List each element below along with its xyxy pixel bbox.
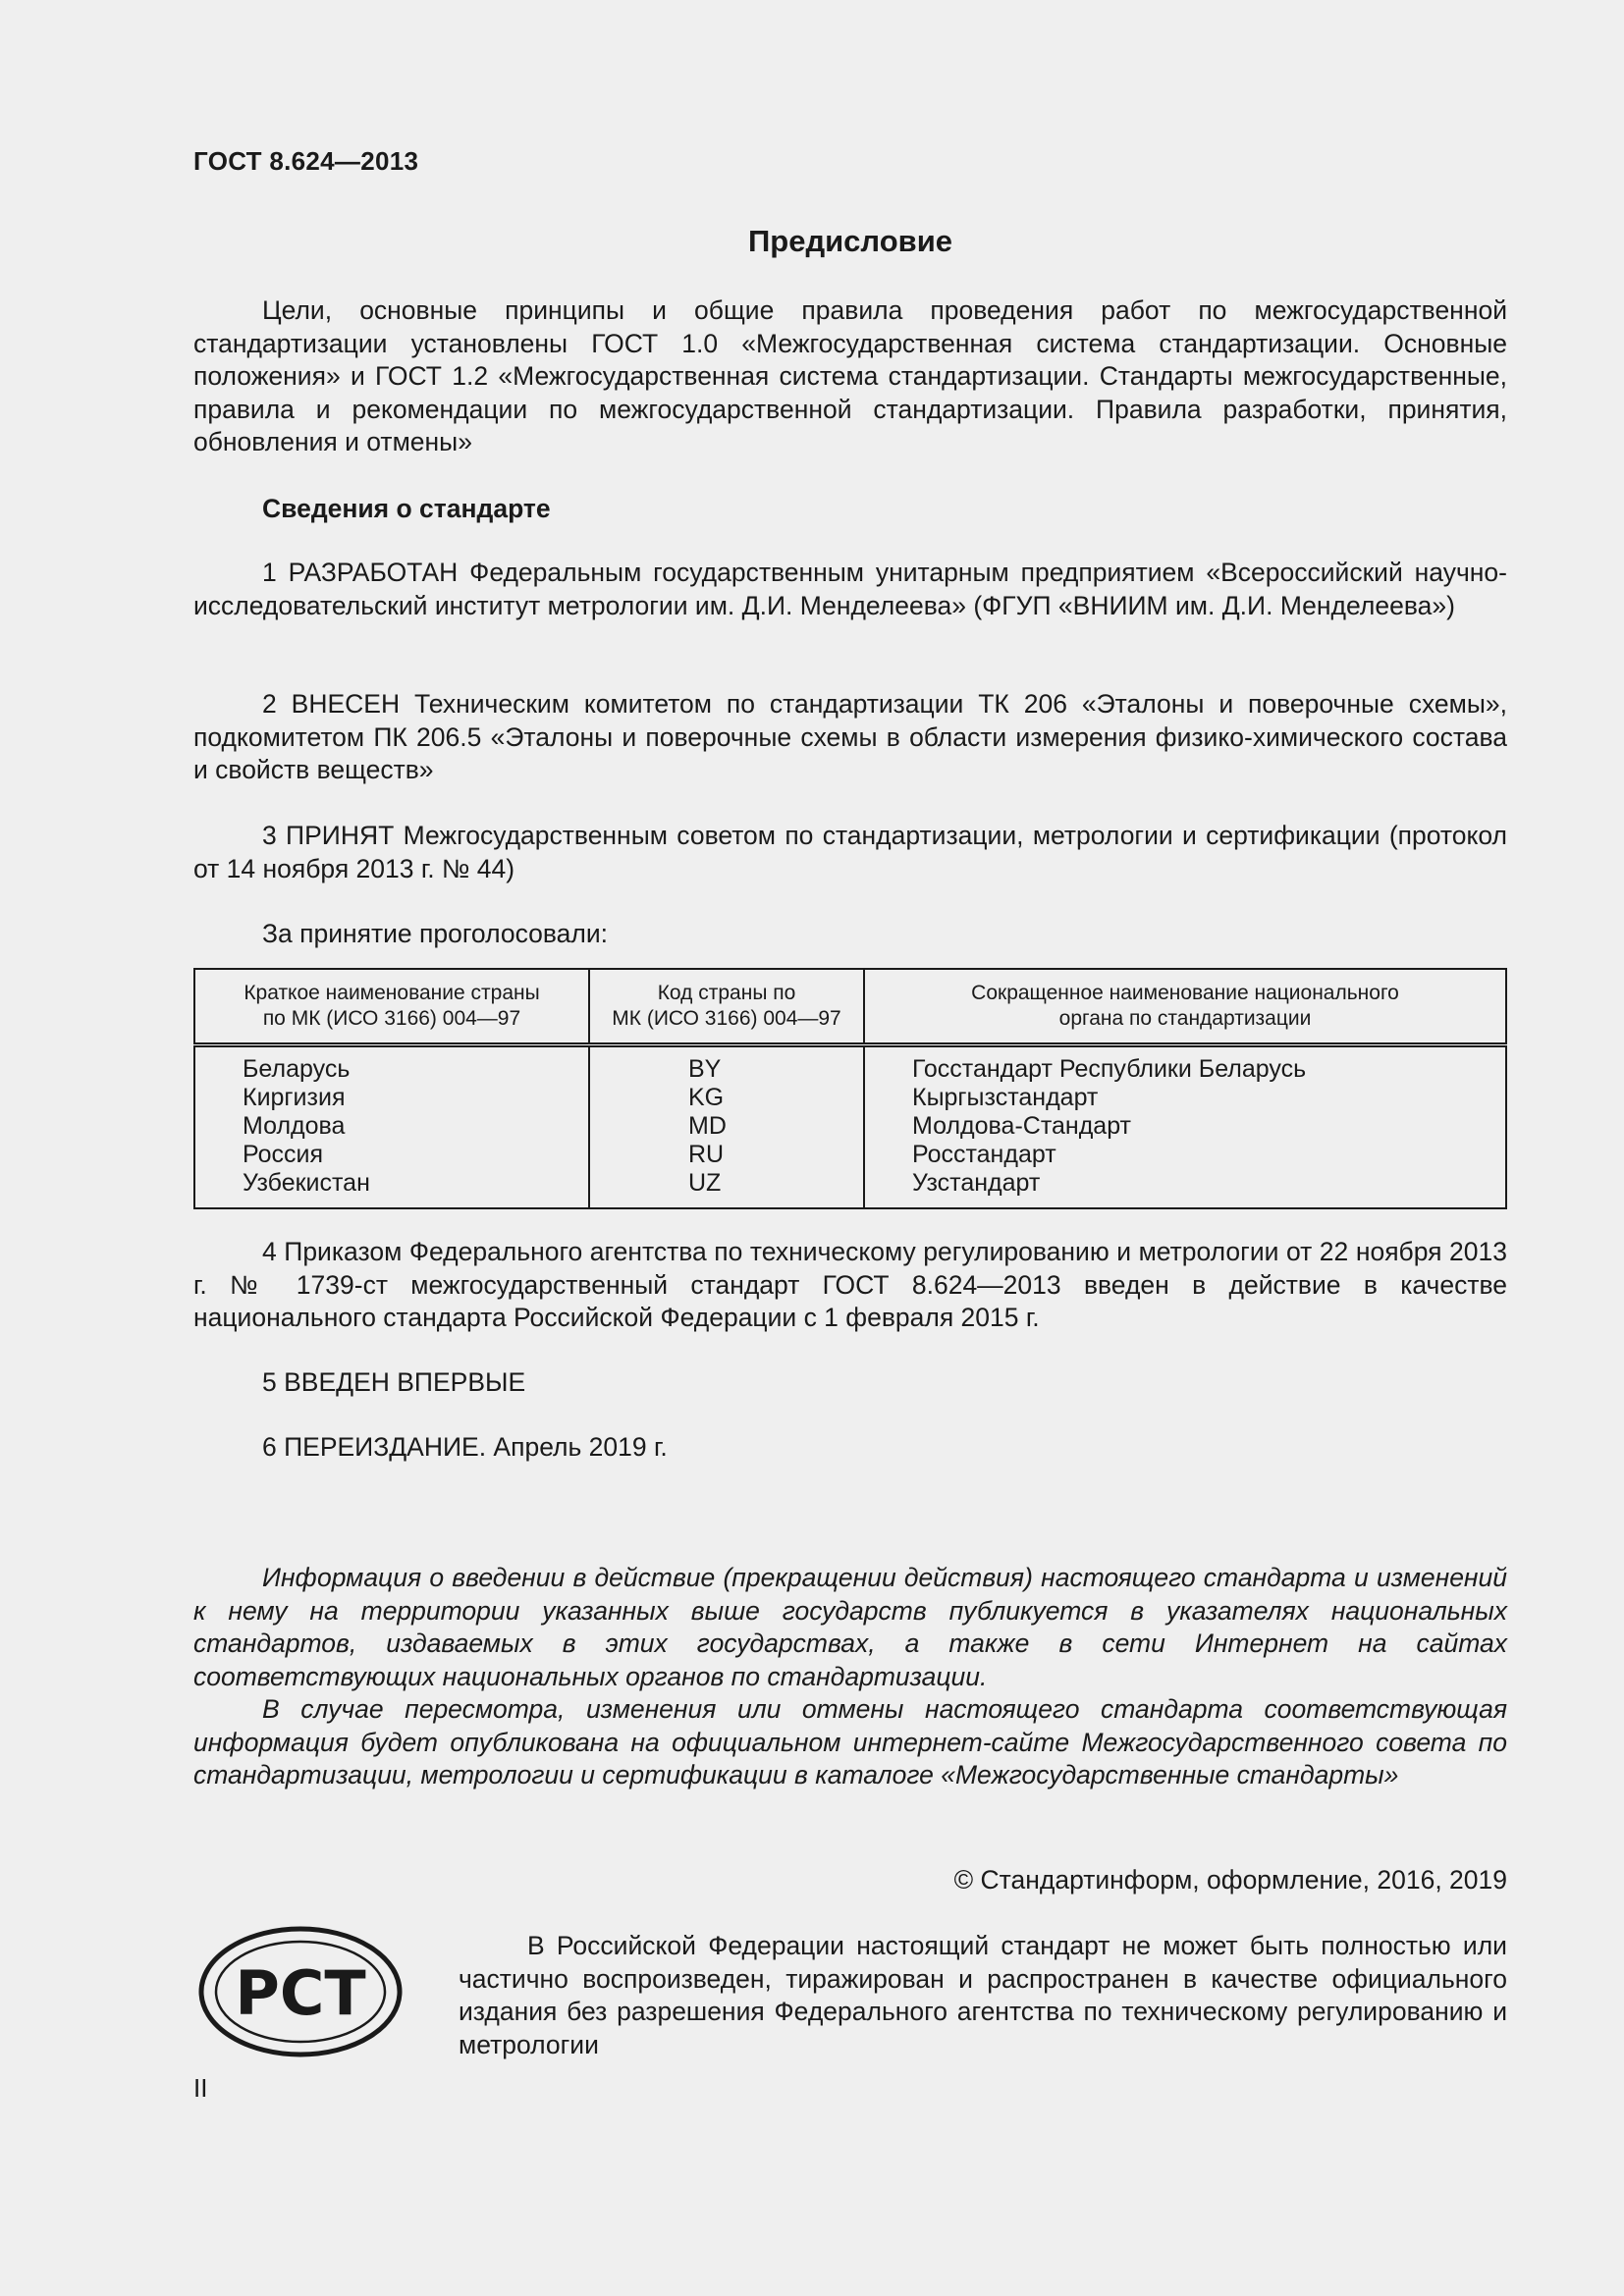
table-cell-body: Росстандарт xyxy=(912,1141,1056,1168)
table-cell-code: BY xyxy=(688,1055,722,1083)
header-standards-body: Сокращенное наименование национального органа по стандартизации xyxy=(864,969,1506,1045)
table-cell-code: KG xyxy=(688,1084,725,1111)
table-cell-code: UZ xyxy=(688,1169,722,1197)
table-cell-country: Молдова xyxy=(243,1112,346,1140)
table-cell-code: RU xyxy=(688,1141,725,1168)
item-reissue: 6 ПЕРЕИЗДАНИЕ. Апрель 2019 г. xyxy=(262,1432,668,1462)
logo-text: РСТ xyxy=(235,1957,366,2029)
table-cell-body: Узстандарт xyxy=(912,1169,1041,1197)
info-heading: Сведения о стандарте xyxy=(262,494,551,523)
intro-paragraph: Цели, основные принципы и общие правила проведения работ по межгосударственной стандартизации установлены ГОСТ 1.0 «Межгосударственная система стандартизации. Основные положения» и ГОСТ 1.2 «Межгосударственная система стандартизации. Стандарты межгосударственные, правила и рекомендации по межгосударственной стандартизации. Правила разработки, принятия, обновления и отмены» xyxy=(193,295,1507,456)
item-order: 4 Приказом Федерального агентства по техническому регулированию и метрологии от 22 ноября 2013 г. № 1739-ст межгосударственный стандарт ГОСТ 8.624—2013 введен в действие в качестве национального стандарта Российской Федерации с 1 февраля 2015 г. xyxy=(193,1237,1507,1332)
reproduction-notice: В Российской Федерации настоящий стандарт не может быть полностью или частично воспроизведен, тиражирован и распространен в качестве официального издания без разрешения Федерального агентства по техническому регулированию и метрологии xyxy=(459,1931,1507,2059)
item-developed: 1 РАЗРАБОТАН Федеральным государственным унитарным предприятием «Всероссийский научно-исследовательский институт метрологии им. Д.И. Менделеева» (ФГУП «ВНИИМ им. Д.И. Менделеева») xyxy=(193,558,1507,620)
italic-note-1: Информация о введении в действие (прекращении действия) настоящего стандарта и изменений к нему на территории указанных выше государств публикуется в указателях национальных стандартов, издаваемых в этих государствах, а также в сети Интернет на сайтах соответствующих национальных органов по стандартизации. xyxy=(193,1563,1507,1691)
table-cell-body: Госстандарт Республики Беларусь xyxy=(912,1055,1307,1083)
header-country-code: Код страны по МК (ИСО 3166) 004—97 xyxy=(589,969,864,1045)
document-number: ГОСТ 8.624—2013 xyxy=(193,146,419,176)
table-cell-country: Россия xyxy=(243,1141,323,1168)
voted-label: За принятие проголосовали: xyxy=(262,919,609,948)
item-introduced: 2 ВНЕСЕН Техническим комитетом по стандартизации ТК 206 «Эталоны и поверочные схемы», подкомитетом ПК 206.5 «Эталоны и поверочные схемы в области измерения физико-химического состава и свойств веществ» xyxy=(193,689,1507,784)
header-country-name: Краткое наименование страны по МК (ИСО 3166) 004—97 xyxy=(194,969,589,1045)
table-cell-body: Кыргызстандарт xyxy=(912,1084,1099,1111)
country-codes-cell xyxy=(589,1045,864,1209)
table-header-row xyxy=(194,969,1506,1045)
table-body-row xyxy=(194,1045,1506,1209)
country-names-cell xyxy=(194,1045,589,1209)
table-cell-code: MD xyxy=(688,1112,727,1140)
page-title: Предисловие xyxy=(747,224,952,258)
copyright: © Стандартинформ, оформление, 2016, 2019 xyxy=(953,1865,1507,1895)
italic-note-2: В случае пересмотра, изменения или отмены настоящего стандарта соответствующая информация будет опубликована на официальном интернет-сайте Межгосударственного совета по стандартизации, метрологии и сертификации в каталоге «Межгосударственные стандарты» xyxy=(193,1694,1507,1789)
page-number: II xyxy=(193,2073,208,2103)
table-cell-country: Киргизия xyxy=(243,1084,346,1111)
standards-bodies-cell xyxy=(864,1045,1506,1209)
voting-countries-table xyxy=(193,968,1507,1209)
item-first: 5 ВВЕДЕН ВПЕРВЫЕ xyxy=(262,1367,526,1397)
table-cell-country: Узбекистан xyxy=(243,1169,370,1197)
table-cell-country: Беларусь xyxy=(243,1055,351,1083)
item-adopted: 3 ПРИНЯТ Межгосударственным советом по стандартизации, метрологии и сертификации (протокол от 14 ноября 2013 г. № 44) xyxy=(193,821,1507,883)
table-cell-body: Молдова-Стандарт xyxy=(912,1112,1131,1140)
rst-certification-logo xyxy=(198,1926,403,2062)
